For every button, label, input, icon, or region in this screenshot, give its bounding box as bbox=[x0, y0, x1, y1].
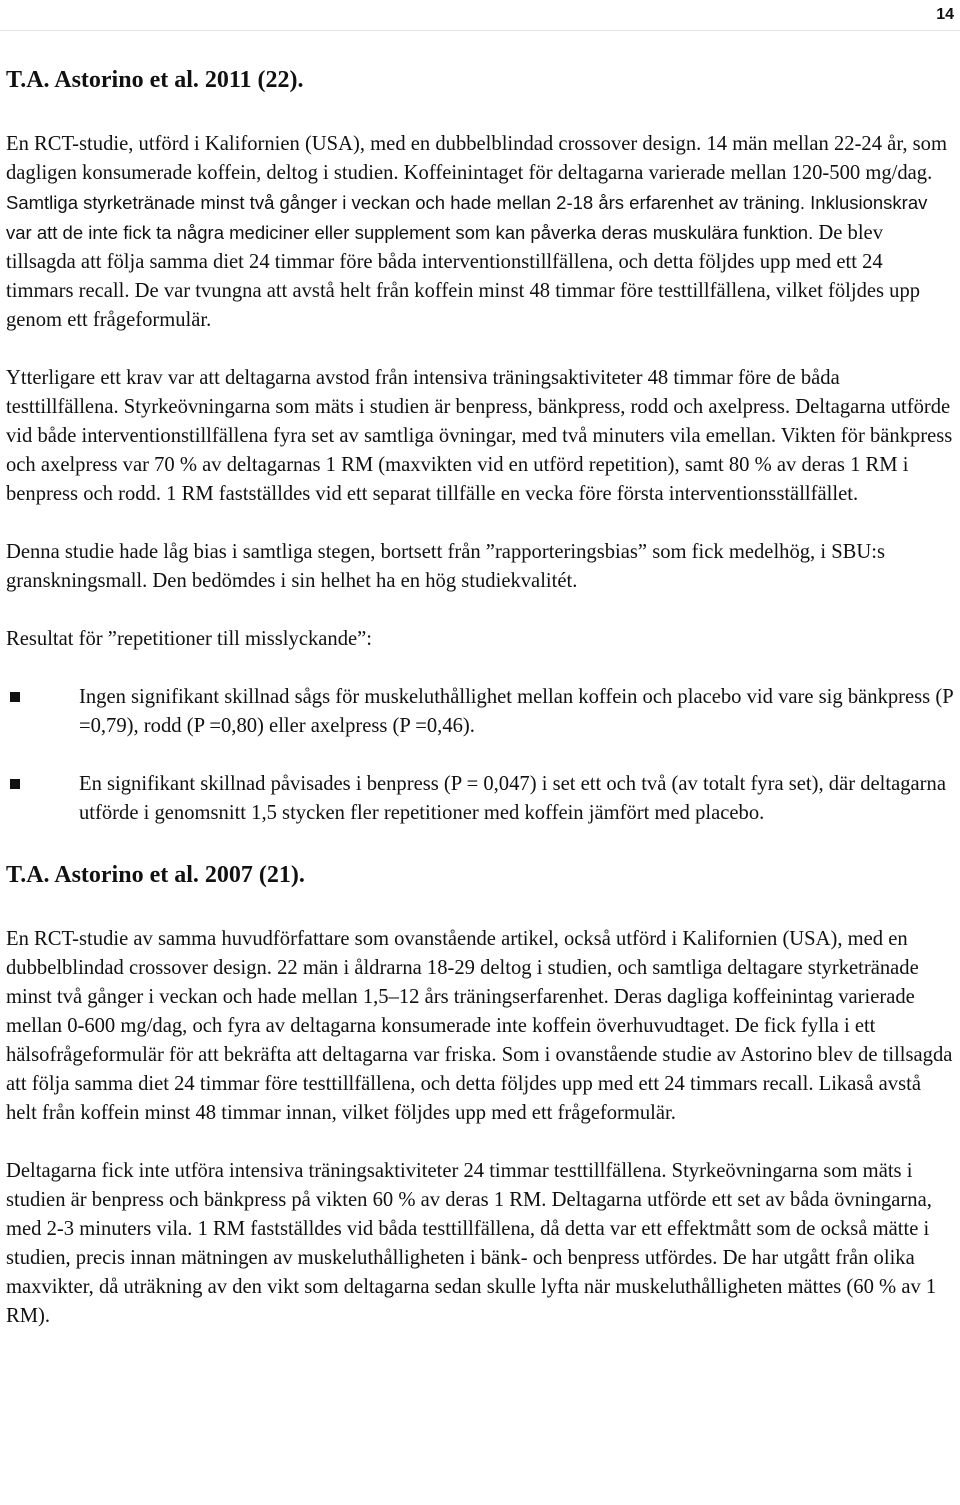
study-description-paragraph bbox=[6, 130, 954, 335]
document-body bbox=[6, 62, 954, 1331]
results-list bbox=[6, 683, 954, 828]
list-item-text: Ingen signifikant skillnad sågs för muskeluthållighet mellan koffein och placebo vid vare sig bänkpress (P =0,79), rodd (P =0,80) eller axelpress (P =0,46). bbox=[79, 686, 953, 737]
study-heading-astorino-2007: T.A. Astorino et al. 2007 (21). bbox=[6, 862, 305, 888]
paragraph-sentence-sans: Samtliga styrketränade minst två gånger i veckan och hade mellan 2-18 års erfarenhet av träning. Inklusionskrav var att de inte fick ta några mediciner eller supplement som kan påverka deras muskulära funktion. bbox=[6, 192, 928, 243]
paragraph-sentence: En RCT-studie, utförd i Kalifornien (USA), med en dubbelblindad crossover design. 14 män mellan 22-24 år, som dagligen konsumerade koffein, deltog i studien. Koffeinintaget för deltagarna varierade mellan 120-500 mg/dag. bbox=[6, 133, 947, 184]
study-bias-paragraph: Denna studie hade låg bias i samtliga stegen, bortsett från ”rapporteringsbias” som fick medelhög, i SBU:s granskningsmall. Den bedömdes i sin helhet ha en hög studiekvalitét. bbox=[6, 541, 886, 592]
square-bullet-icon bbox=[10, 692, 20, 702]
square-bullet-icon bbox=[10, 779, 20, 789]
study-method-paragraph: Ytterligare ett krav var att deltagarna avstod från intensiva träningsaktiviteter 48 timmar före de båda testtillfällena. Styrkeövningarna som mäts i studien är benpress, bänkpress, rodd och axelpress. Deltagarna utförde vid både interventionstillfällena fyra set av samtliga övningar, med två minuters vila emellan. Vikten för bänkpress och axelpress var 70 % av deltagarnas 1 RM (maxvikten vid en utförd repetition), samt 80 % av deras 1 RM i benpress och rodd. 1 RM fastställdes vid ett separat tillfälle en vecka före första interventionsställfället. bbox=[6, 367, 953, 505]
results-label: Resultat för ”repetitioner till misslyckande”: bbox=[6, 628, 373, 650]
header-divider bbox=[0, 30, 960, 31]
study-method-paragraph: Deltagarna fick inte utföra intensiva träningsaktiviteter 24 timmar testtillfällena. Styrkeövningarna som mäts i studien är benpress och bänkpress på vikten 60 % av deras 1 RM. Deltagarna utförde ett set av båda övningarna, med 2-3 minuters vila. 1 RM fastställdes vid båda testtillfällena, då detta var ett effektmått som de också mätte i studien, precis innan mätningen av muskeluthålligheten i bänk- och benpress utfördes. De har utgått från olika maxvikter, då uträkning av den vikt som deltagarna sedan skulle lyfta när muskeluthålligheten mättes (60 % av 1 RM). bbox=[6, 1160, 937, 1327]
study-heading-astorino-2011: T.A. Astorino et al. 2011 (22). bbox=[6, 67, 304, 93]
page-number: 14 bbox=[936, 6, 954, 23]
list-item-text: En signifikant skillnad påvisades i benpress (P = 0,047) i set ett och två (av totalt fyra set), där deltagarna utförde i genomsnitt 1,5 stycken fler repetitioner med koffein jämfört med placebo. bbox=[79, 773, 946, 824]
list-item bbox=[6, 683, 954, 741]
list-item bbox=[6, 770, 954, 828]
paragraph-sentence: De blev tillsagda att följa samma diet 24 timmar före båda interventionstillfällena, och detta följdes upp med ett 24 timmars recall. De var tvungna att avstå helt från koffein minst 48 timmar före testtillfällena, vilket följdes upp genom ett frågeformulär. bbox=[6, 222, 921, 331]
study-description-paragraph: En RCT-studie av samma huvudförfattare som ovanstående artikel, också utförd i Kalifornien (USA), med en dubbelblindad crossover design. 22 män i åldrarna 18-29 deltog i studien, och samtliga deltagare styrketränade minst två gånger i veckan och hade mellan 1,5–12 års träningserfarenhet. Deras dagliga koffeinintag varierade mellan 0-600 mg/dag, och fyra av deltagarna konsumerade inte koffein överhuvudtaget. De fick fylla i ett hälsofrågeformulär för att bekräfta att deltagarna var friska. Som i ovanstående studie av Astorino blev de tillsagda att följa samma diet 24 timmar före testtillfällena, och detta följdes upp med ett 24 timmars recall. Likaså avstå helt från koffein minst 48 timmar innan, vilket följdes upp med ett frågeformulär. bbox=[6, 928, 953, 1124]
